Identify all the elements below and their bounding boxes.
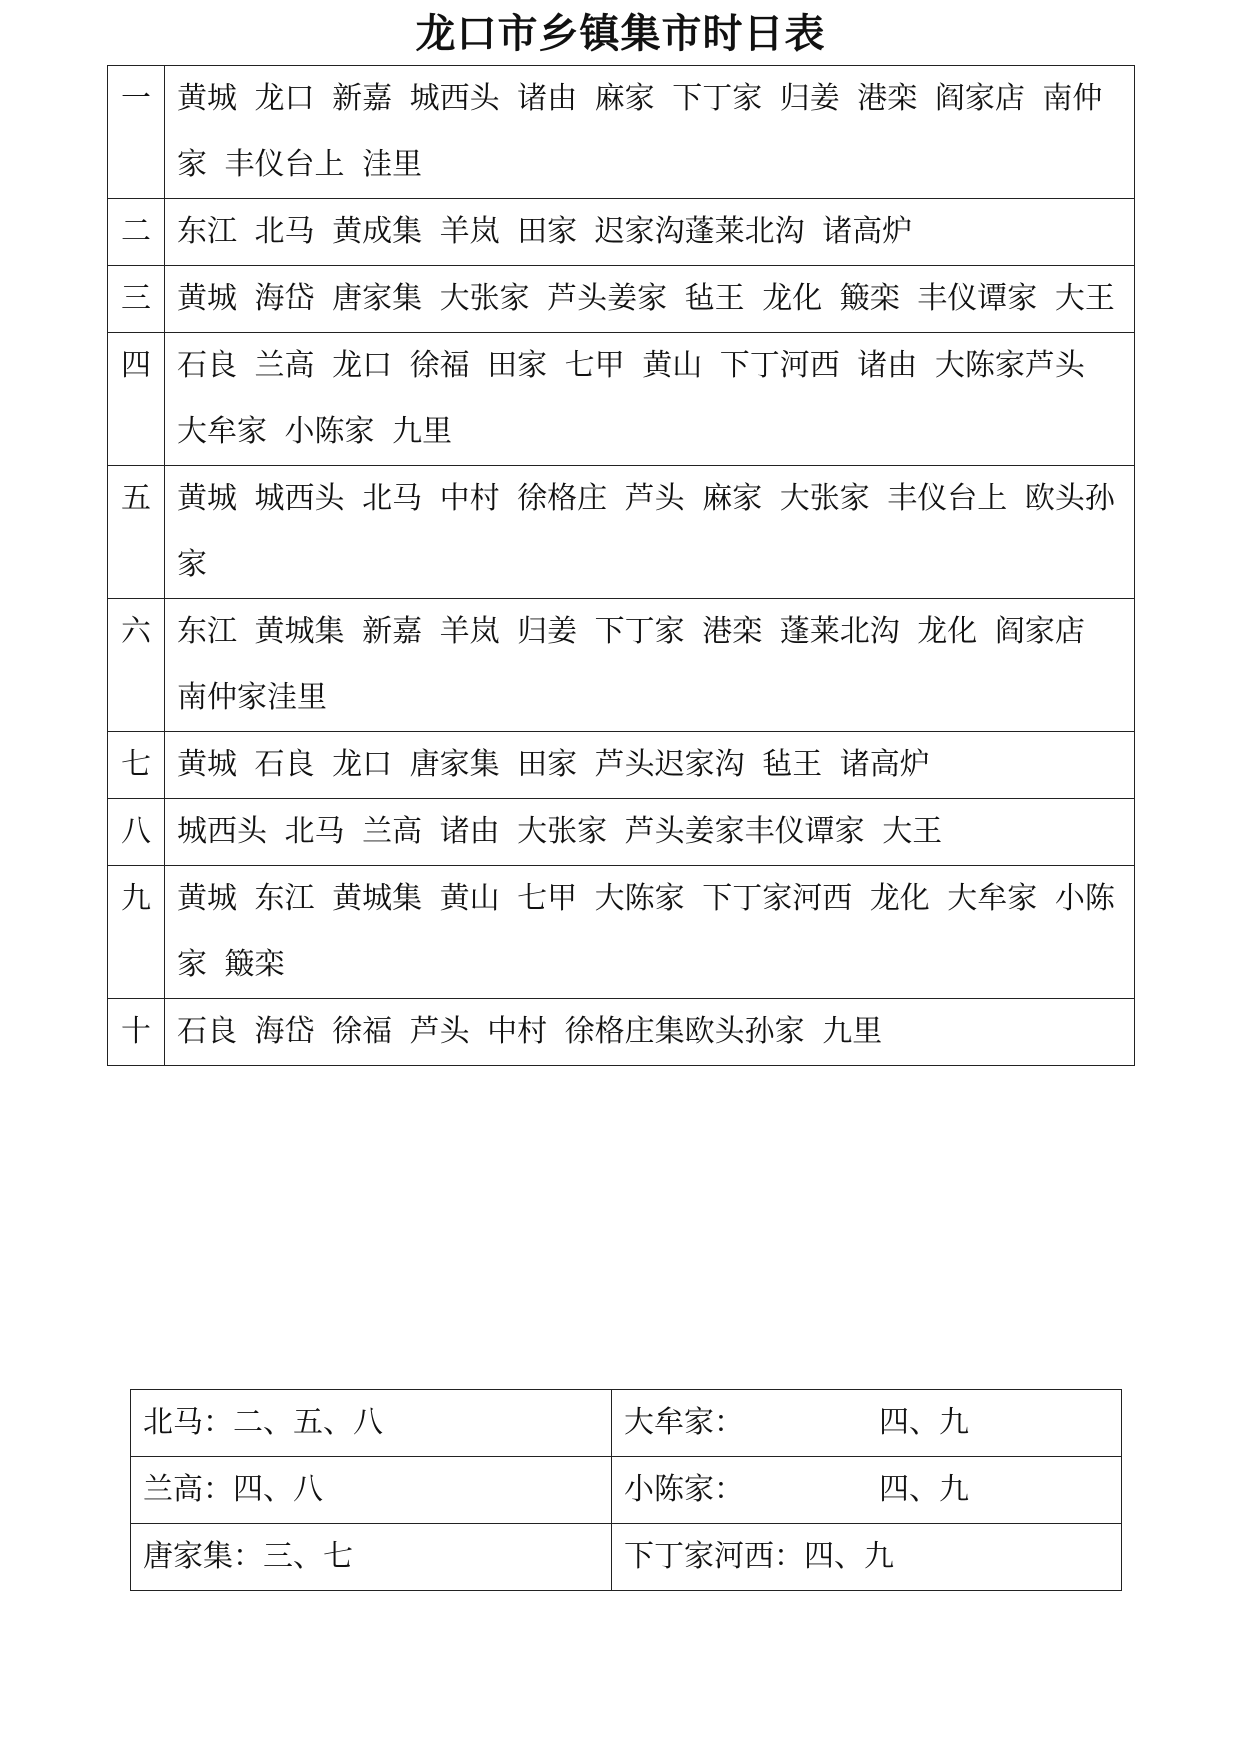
- day-cell: 四: [108, 333, 165, 466]
- market-days: 四、九: [879, 1405, 969, 1440]
- towns-cell: 黄城 城西头 北马 中村 徐格庄 芦头 麻家 大张家 丰仪台上 欧头孙家: [165, 466, 1135, 599]
- table-row: [108, 66, 1135, 199]
- page-title: 龙口市乡镇集市时日表: [415, 11, 826, 57]
- town-name: 小陈家：: [624, 1472, 744, 1507]
- index-cell: [612, 1390, 1122, 1457]
- town-name: 兰高：: [143, 1472, 233, 1507]
- index-cell: [612, 1457, 1122, 1524]
- towns-cell: 黄城 东江 黄城集 黄山 七甲 大陈家 下丁家河西 龙化 大牟家 小陈家 簸栾: [165, 866, 1135, 999]
- towns-cell: 黄城 海岱 唐家集 大张家 芦头姜家 毡王 龙化 簸栾 丰仪谭家 大王: [165, 266, 1135, 333]
- table-row: [108, 466, 1135, 599]
- day-cell: 九: [108, 866, 165, 999]
- towns-cell: 黄城 石良 龙口 唐家集 田家 芦头迟家沟 毡王 诸高炉: [165, 732, 1135, 799]
- town-name: 唐家集：: [143, 1539, 263, 1574]
- towns-cell: 东江 黄城集 新嘉 羊岚 归姜 下丁家 港栾 蓬莱北沟 龙化 阎家店 南仲家洼里: [165, 599, 1135, 732]
- table-row: [108, 732, 1135, 799]
- table-row: [108, 999, 1135, 1066]
- market-days: 三、七: [263, 1539, 353, 1574]
- day-cell: 三: [108, 266, 165, 333]
- table-row: [108, 199, 1135, 266]
- index-cell: [131, 1524, 612, 1591]
- market-days: 二、五、八: [233, 1405, 383, 1440]
- town-name: 大牟家：: [624, 1405, 744, 1440]
- day-cell: 六: [108, 599, 165, 732]
- market-days: 四、九: [879, 1472, 969, 1507]
- day-cell: 七: [108, 732, 165, 799]
- day-cell: 一: [108, 66, 165, 199]
- table-row: [108, 333, 1135, 466]
- day-cell: 五: [108, 466, 165, 599]
- towns-cell: 石良 兰高 龙口 徐福 田家 七甲 黄山 下丁河西 诸由 大陈家芦头 大牟家 小陈家 九里: [165, 333, 1135, 466]
- towns-cell: 石良 海岱 徐福 芦头 中村 徐格庄集欧头孙家 九里: [165, 999, 1135, 1066]
- table-row: [108, 266, 1135, 333]
- towns-cell: 城西头 北马 兰高 诸由 大张家 芦头姜家丰仪谭家 大王: [165, 799, 1135, 866]
- day-cell: 十: [108, 999, 165, 1066]
- towns-cell: 东江 北马 黄成集 羊岚 田家 迟家沟蓬莱北沟 诸高炉: [165, 199, 1135, 266]
- day-cell: 二: [108, 199, 165, 266]
- market-days: 四、九: [804, 1539, 894, 1574]
- table-row: [108, 799, 1135, 866]
- market-days: 四、八: [233, 1472, 323, 1507]
- table-row: [108, 866, 1135, 999]
- day-cell: 八: [108, 799, 165, 866]
- town-name: 下丁家河西：: [624, 1539, 804, 1574]
- index-cell: [131, 1390, 612, 1457]
- index-cell: [612, 1524, 1122, 1591]
- table-row: [131, 1390, 1122, 1457]
- table-row: [131, 1524, 1122, 1591]
- towns-cell: 黄城 龙口 新嘉 城西头 诸由 麻家 下丁家 归姜 港栾 阎家店 南仲家 丰仪台上 洼里: [165, 66, 1135, 199]
- town-name: 北马：: [143, 1405, 233, 1440]
- index-cell: [131, 1457, 612, 1524]
- table-row: [131, 1457, 1122, 1524]
- market-schedule-table: [107, 65, 1135, 1066]
- table-row: [108, 599, 1135, 732]
- town-index-table: [130, 1389, 1122, 1591]
